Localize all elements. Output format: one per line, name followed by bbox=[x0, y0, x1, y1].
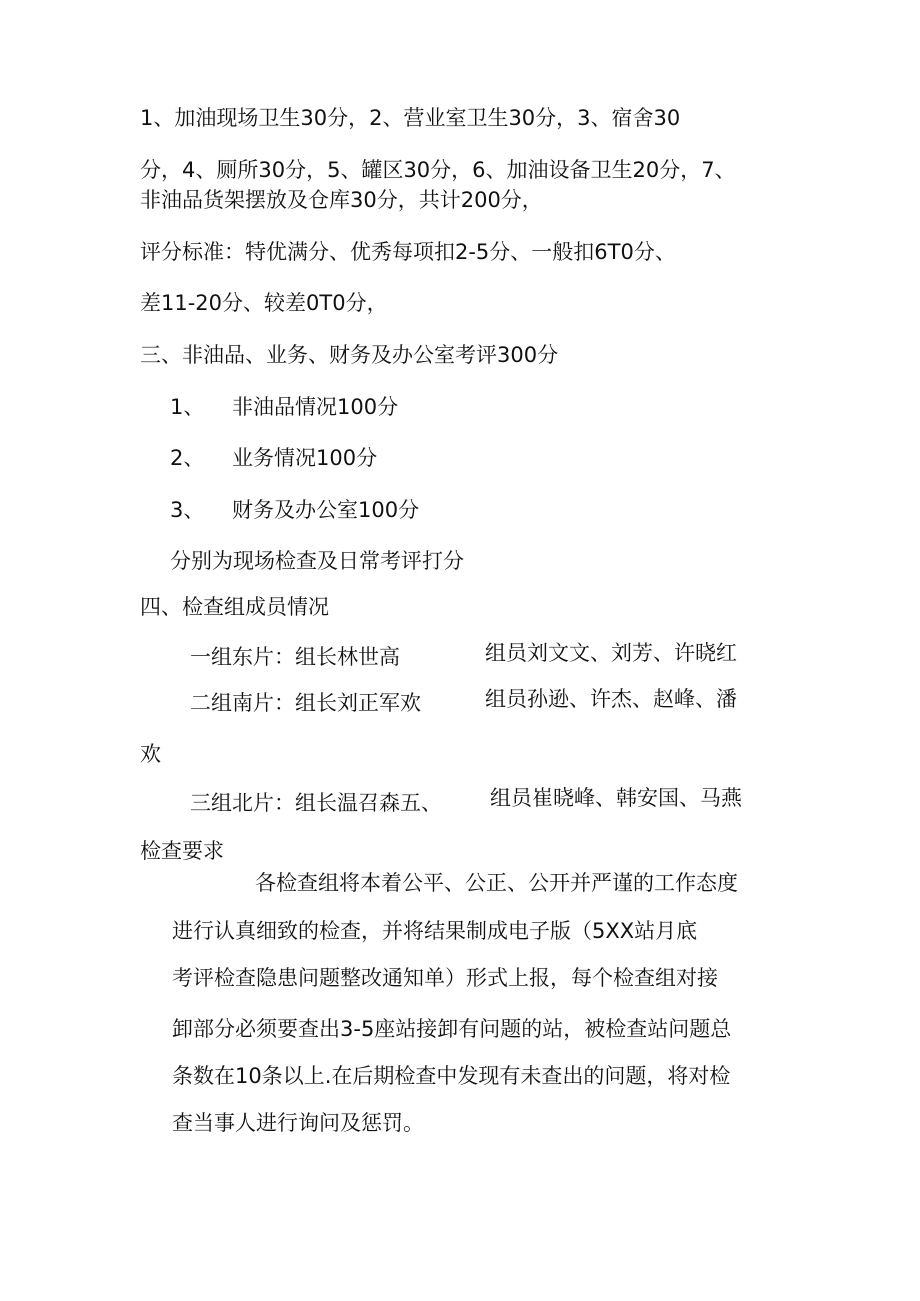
group-leader: 一组东片：组长林世高 bbox=[190, 645, 400, 669]
requirements-heading: 检查要求 bbox=[140, 839, 224, 863]
group-leader: 三组北片：组长温召森五、 bbox=[190, 791, 442, 815]
requirements-line: 查当事人进行询问及惩罚。 bbox=[172, 1111, 424, 1135]
section-3-item-text: 财务及办公室100分 bbox=[232, 498, 420, 522]
requirements-line: 各检查组将本着公平、公正、公开并严谨的工作态度 bbox=[255, 871, 738, 895]
section-3-item-number: 2、 bbox=[170, 446, 205, 470]
scoring-criteria-line-2: 差11-20分、较差0T0分， bbox=[140, 291, 388, 315]
scoring-items-line-3: 非油品货架摆放及仓库30分，共计200分， bbox=[140, 188, 543, 212]
requirements-line: 卸部分必须要查出3-5座站接卸有问题的站，被检查站问题总 bbox=[172, 1017, 732, 1041]
section-3-heading: 三、非油品、业务、财务及办公室考评300分 bbox=[140, 343, 559, 367]
scoring-items-line-2: 分，4、厕所30分，5、罐区30分，6、加油设备卫生20分，7、 bbox=[140, 158, 736, 182]
section-4-heading: 四、检查组成员情况 bbox=[140, 595, 329, 619]
section-3-item-text: 非油品情况100分 bbox=[232, 395, 399, 419]
scoring-items-line-1: 1、加油现场卫生30分，2、营业室卫生30分，3、宿舍30 bbox=[140, 106, 681, 130]
group-members-continued: 欢 bbox=[140, 742, 161, 766]
requirements-line: 考评检查隐患问题整改通知单）形式上报，每个检查组对接 bbox=[172, 966, 718, 990]
requirements-line: 进行认真细致的检查，并将结果制成电子版（5XX站月底 bbox=[172, 919, 698, 943]
section-3-item-number: 1、 bbox=[170, 395, 205, 419]
section-3-item-text: 业务情况100分 bbox=[232, 446, 378, 470]
section-3-note: 分别为现场检查及日常考评打分 bbox=[170, 549, 464, 573]
group-leader: 二组南片：组长刘正军欢 bbox=[190, 691, 421, 715]
requirements-line: 条数在10条以上.在后期检查中发现有未查出的问题，将对检 bbox=[172, 1064, 731, 1088]
section-3-item-number: 3、 bbox=[170, 498, 205, 522]
scoring-criteria-line-1: 评分标准：特优满分、优秀每项扣2-5分、一般扣6T0分、 bbox=[140, 240, 676, 264]
group-members: 组员孙逊、许杰、赵峰、潘 bbox=[485, 687, 737, 711]
group-members: 组员刘文文、刘芳、许晓红 bbox=[485, 641, 737, 665]
group-members: 组员崔晓峰、韩安国、马燕 bbox=[490, 786, 742, 810]
